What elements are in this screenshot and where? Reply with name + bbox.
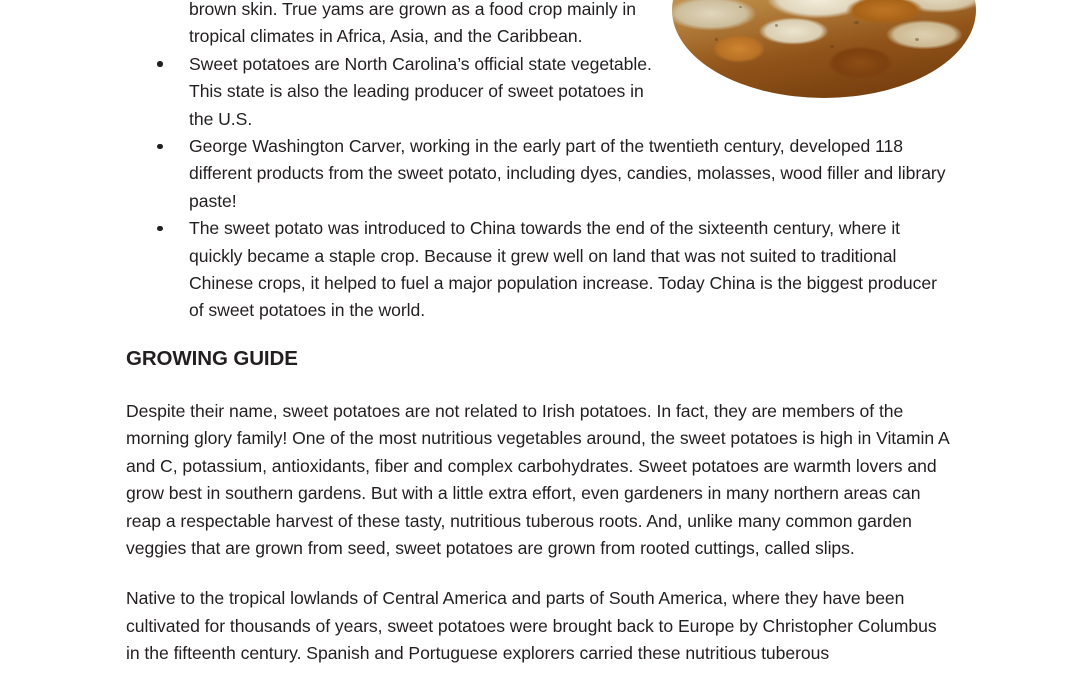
list-item xyxy=(126,51,655,133)
photo-texture-speck xyxy=(854,21,859,24)
photo-texture-speck xyxy=(715,38,718,41)
bullet-item-text: brown skin. True yams are grown as a food crop mainly in tropical climates in Africa, Asia, and the Caribbean. xyxy=(189,0,637,47)
bullet-dot-icon xyxy=(157,144,163,150)
list-item xyxy=(126,215,954,325)
bullet-item-text: The sweet potato was introduced to China towards the end of the sixteenth century, where it quickly became a staple crop. Because it grew well on land that was not suited to traditional Chinese crops, it helped to fuel a major population increase. Today China is the biggest producer of sweet potatoes in the world. xyxy=(189,218,937,321)
bullet-item-text: Sweet potatoes are North Carolina’s official state vegetable. This state is also the leading producer of sweet potatoes in the U.S. xyxy=(189,53,652,129)
bullet-item-text: George Washington Carver, working in the early part of the twentieth century, developed 118 different products from the sweet potato, including dyes, candies, molasses, wood filler and library paste! xyxy=(189,136,946,211)
section-heading-growing-guide: GROWING GUIDE xyxy=(126,346,298,370)
spacer xyxy=(126,371,954,398)
body-paragraph: Native to the tropical lowlands of Central America and parts of South America, where they have been cultivated for thousands of years, sweet potatoes were brought back to Europe by Christopher Columbus in the fifteenth century. Spanish and Portuguese explorers carried these nutritious tuberous xyxy=(126,588,937,664)
list-item xyxy=(126,133,954,215)
list-item xyxy=(126,0,655,51)
bullet-dot-icon xyxy=(157,226,163,232)
bullet-dot-icon xyxy=(157,61,163,67)
body-paragraph: Despite their name, sweet potatoes are not related to Irish potatoes. In fact, they are members of the morning glory family! One of the most nutritious vegetables around, the sweet potatoes is high in Vitamin A and C, potassium, antioxidants, fiber and complex carbohydrates. Sweet potatoes are warmth lovers and grow best in southern gardens. But with a little extra effort, even gardeners in many northern areas can reap a respectable harvest of these tasty, nutritious tuberous roots. And, unlike many common garden veggies that are grown from seed, sweet potatoes are grown from rooted cuttings, called slips. xyxy=(126,400,949,558)
sweet-potatoes-photo-image xyxy=(672,0,976,98)
spacer xyxy=(126,562,954,585)
sweet-potatoes-photo xyxy=(672,0,976,98)
document-content xyxy=(126,0,954,668)
